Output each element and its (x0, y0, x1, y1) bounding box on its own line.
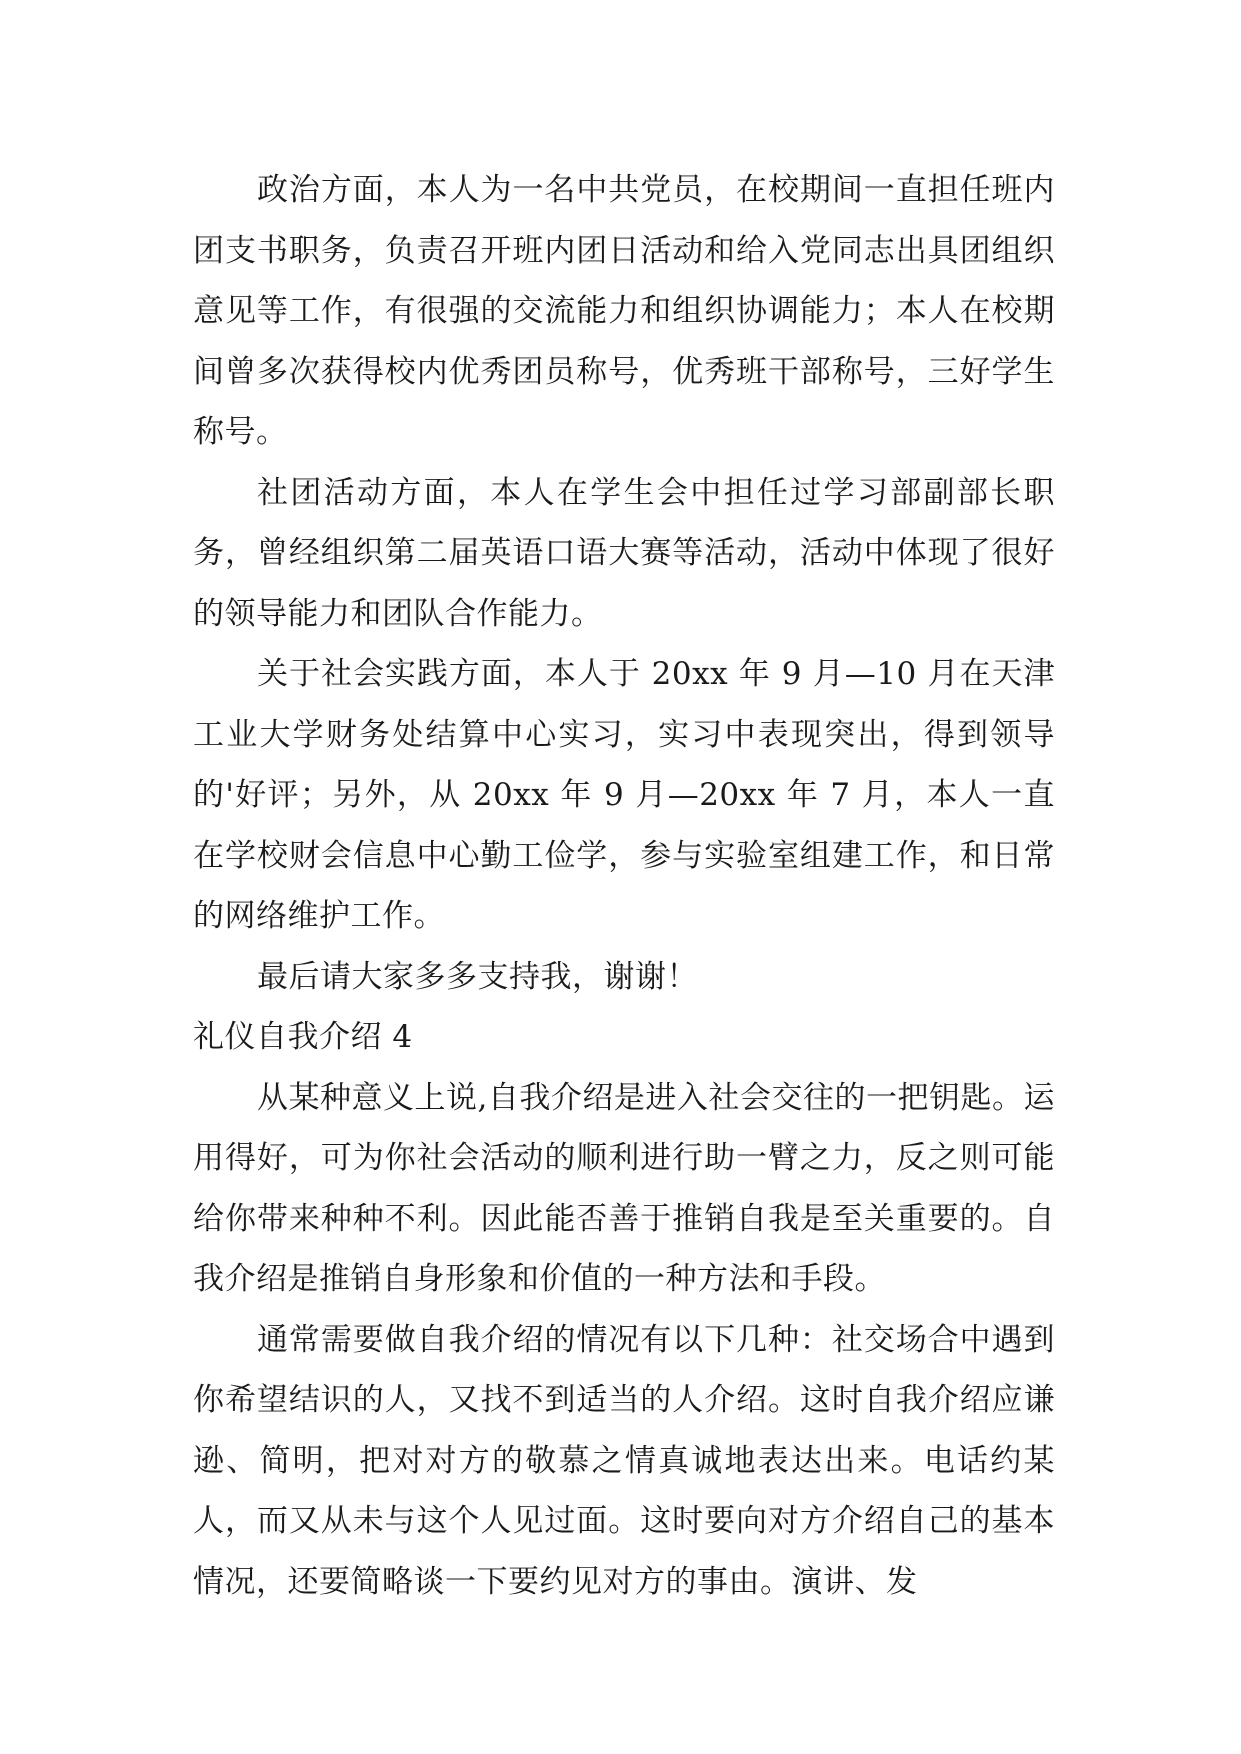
paragraph-club-activities: 社团活动方面，本人在学生会中担任过学习部副部长职务，曾经组织第二届英语口语大赛等活动，活动中体现了很好的领导能力和团队合作能力。 (193, 474, 1055, 632)
paragraph-self-intro-meaning: 从某种意义上说,自我介绍是进入社会交往的一把钥匙。运用得好，可为你社会活动的顺利进行助一臂之力，反之则可能给你带来种种不利。因此能否善于推销自我是至关重要的。自我介绍是推销自身形象和价值的一种方法和手段。 (193, 1079, 1055, 1297)
paragraph-closing: 最后请大家多多支持我，谢谢！ (257, 958, 698, 995)
section-heading: 礼仪自我介绍 4 (193, 1019, 413, 1055)
paragraph-self-intro-situations: 通常需要做自我介绍的情况有以下几种：社交场合中遇到你希望结识的人，又找不到适当的人介绍。这时自我介绍应谦逊、简明，把对对方的敬慕之情真诚地表达出来。电话约某人，而又从未与这个人见过面。这时要向对方介绍自己的基本情况，还要简略谈一下要约见对方的事由。演讲、发 (193, 1321, 1055, 1600)
document-body (193, 160, 1055, 1612)
paragraph-political: 政治方面，本人为一名中共党员，在校期间一直担任班内团支书职务，负责召开班内团日活动和给入党同志出具团组织意见等工作，有很强的交流能力和组织协调能力；本人在校期间曾多次获得校内优秀团员称号，优秀班干部称号，三好学生称号。 (193, 172, 1055, 450)
paragraph-social-practice: 关于社会实践方面，本人于 20xx 年 9 月—10 月在天津工业大学财务处结算中心实习，实习中表现突出，得到领导的'好评；另外，从 20xx 年 9 月—20xx 年 7 月，本人一直在学校财会信息中心勤工俭学，参与实验室组建工作，和日常的网络维护工作。 (193, 656, 1055, 934)
